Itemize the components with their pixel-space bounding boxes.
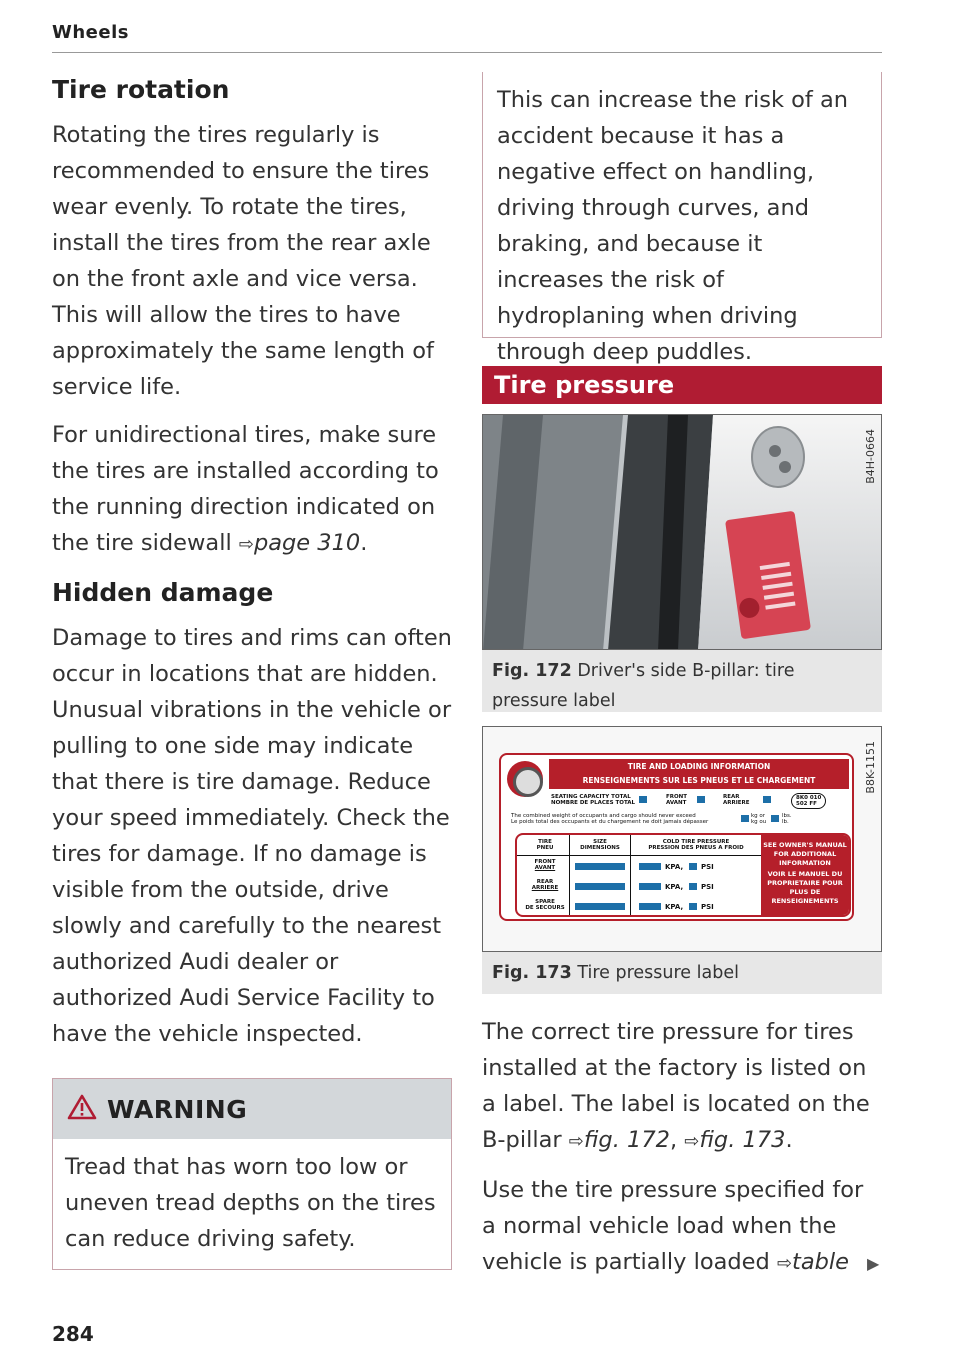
front-size-box: [575, 863, 625, 870]
label-banner-fr: RENSEIGNEMENTS SUR LES PNEUS ET LE CHARGEMENT: [582, 776, 816, 785]
unidirectional-text: For unidirectional tires, make sure the tires are installed according to the running direction indicated on the tire sidewall: [52, 422, 439, 556]
figure-173-caption: [482, 952, 882, 994]
max-lbs-box: [771, 815, 779, 822]
front-psi: PSI: [701, 863, 714, 871]
ref-arrow-icon: ⇨: [238, 534, 254, 555]
page-number: 284: [52, 1322, 94, 1346]
label-stamp: 8K0 010 502 FF: [791, 793, 826, 809]
ref-arrow-icon: ⇨: [776, 1253, 793, 1274]
rear-seats-box: [763, 796, 771, 803]
warning-continuation: This can increase the risk of an accident because it has a negative effect on handling, driving through curves, and braking, and because it increases the risk of hydroplaning when driving through deep puddles.: [482, 72, 882, 338]
figure-173-caption-text: Tire pressure label: [577, 963, 739, 983]
spare-kpa: KPA,: [665, 903, 684, 911]
figure-173-number: Fig. 173: [492, 963, 572, 983]
hidden-damage-paragraph: Damage to tires and rims can often occur in locations that are hidden. Unusual vibrations in the vehicle or pulling to one side may indicate that there is tire damage. Reduce your speed immediately. Check the tires for damage. If no damage is visible from the outside, drive slowly and carefully to the nearest authorized Audi dealer or authorized Audi Service Facility to have the vehicle inspected.: [52, 625, 452, 1047]
continue-arrow-icon: ▶: [867, 1254, 880, 1273]
tire-pressure-text: The correct tire pressure for tires installed at the factory is listed on a label. The label is located on the B-pillar: [482, 1019, 870, 1153]
row-spare: SPARE DE SECOURS: [525, 899, 565, 911]
warning-header: [53, 1079, 451, 1139]
combined-weight-text: The combined weight of occupants and cargo should never exceed Le poids total des occupants et du chargement ne doit jamais dépasser: [511, 813, 709, 825]
b-pillar-photo: [483, 415, 881, 650]
wheel-icon: [507, 761, 543, 797]
figure-172-caption: [482, 650, 882, 712]
row-front: FRONT AVANT: [534, 859, 556, 871]
fig-172-link[interactable]: fig. 172: [583, 1127, 670, 1153]
unidirectional-paragraph: For unidirectional tires, make sure the tires are installed according to the running direction indicated on the tire sidewall ⇨page 310.: [52, 422, 439, 556]
front-kpa: KPA,: [665, 863, 684, 871]
kg-or-text: kg or kg ou: [751, 813, 767, 825]
figure-173-label-drawing: [482, 726, 882, 952]
partial-load-text: Use the tire pressure specified for a normal vehicle load when the vehicle is partially loaded: [482, 1177, 864, 1275]
table-link[interactable]: table: [792, 1249, 850, 1275]
tire-rotation-heading: Tire rotation: [52, 75, 230, 104]
rear-psi: PSI: [701, 883, 714, 891]
label-banner: [549, 759, 849, 789]
row-rear: REAR ARRIERE: [531, 879, 559, 891]
seating-total-box: [639, 796, 647, 803]
ref-arrow-icon: ⇨: [568, 1131, 584, 1152]
figure-172-number: Fig. 172: [492, 661, 572, 681]
col-cold-pressure: COLD TIRE PRESSURE PRESSION DES PNEUS A FROID: [648, 839, 744, 851]
hidden-damage-heading: Hidden damage: [52, 578, 274, 607]
spare-psi: PSI: [701, 903, 714, 911]
col-tire: TIRE PNEU: [536, 839, 554, 851]
tire-pressure-paragraph: The correct tire pressure for tires installed at the factory is listed on a label. The label is located on the B-pillar ⇨fig. 172, ⇨fig. 173.: [482, 1019, 870, 1153]
left-column: [52, 72, 452, 1270]
front-psi-box: [689, 863, 697, 870]
seating-capacity: SEATING CAPACITY TOTAL NOMBRE DE PLACES TOTAL: [551, 794, 636, 806]
front-kpa-box: [639, 863, 661, 870]
rear-size-box: [575, 883, 625, 890]
spare-kpa-box: [639, 903, 661, 910]
fig-173-link[interactable]: fig. 173: [699, 1127, 786, 1153]
label-banner-en: TIRE AND LOADING INFORMATION: [627, 762, 771, 771]
rear-psi-box: [689, 883, 697, 890]
warning-text: Tread that has worn too low or uneven tread depths on the tires can reduce driving safety.: [65, 1154, 436, 1252]
partial-load-paragraph: [482, 1172, 882, 1282]
right-column: [482, 72, 882, 1294]
front-seats-box: [697, 796, 705, 803]
ref-arrow-icon: ⇨: [684, 1131, 700, 1152]
warning-title: WARNING: [107, 1094, 248, 1124]
rear-kpa: KPA,: [665, 883, 684, 891]
rear-kpa-box: [639, 883, 661, 890]
figure-172-code: B4H-0664: [864, 429, 877, 484]
spare-size-box: [575, 903, 625, 910]
spare-psi-box: [689, 903, 697, 910]
owners-manual-note: SEE OWNER'S MANUAL FOR ADDITIONAL INFORMATION VOIR LE MANUEL DU PROPRIETAIRE POUR PLUS DE RENSEIGNEMENTS: [761, 835, 849, 915]
page-310-link[interactable]: page 310: [253, 530, 361, 556]
figure-173-code: B8K-1151: [864, 741, 877, 794]
warning-triangle-icon: [67, 1094, 97, 1124]
front-capacity: FRONT AVANT: [666, 794, 688, 806]
tire-pressure-section-heading: Tire pressure: [482, 366, 882, 404]
figure-172-photo: [482, 414, 882, 650]
rear-capacity: REAR ARRIERE: [723, 794, 750, 806]
header-rule: [52, 52, 882, 53]
warning-box: [52, 1078, 452, 1270]
figure-172-caption-text: Driver's side B-pillar: tire pressure label: [492, 661, 795, 711]
tire-rotation-paragraph: Rotating the tires regularly is recommended to ensure the tires wear evenly. To rotate the tires, install the tires from the rear axle on the front axle and vice versa. This will allow the tires to have approximately the same length of service life.: [52, 122, 434, 400]
col-size: SIZE DIMENSIONS: [580, 839, 620, 851]
pressure-table: [515, 833, 851, 917]
lbs-text: lbs. lb.: [782, 813, 792, 825]
tire-loading-label: [499, 753, 854, 921]
max-kg-box: [741, 815, 749, 822]
running-header: Wheels: [52, 22, 129, 43]
